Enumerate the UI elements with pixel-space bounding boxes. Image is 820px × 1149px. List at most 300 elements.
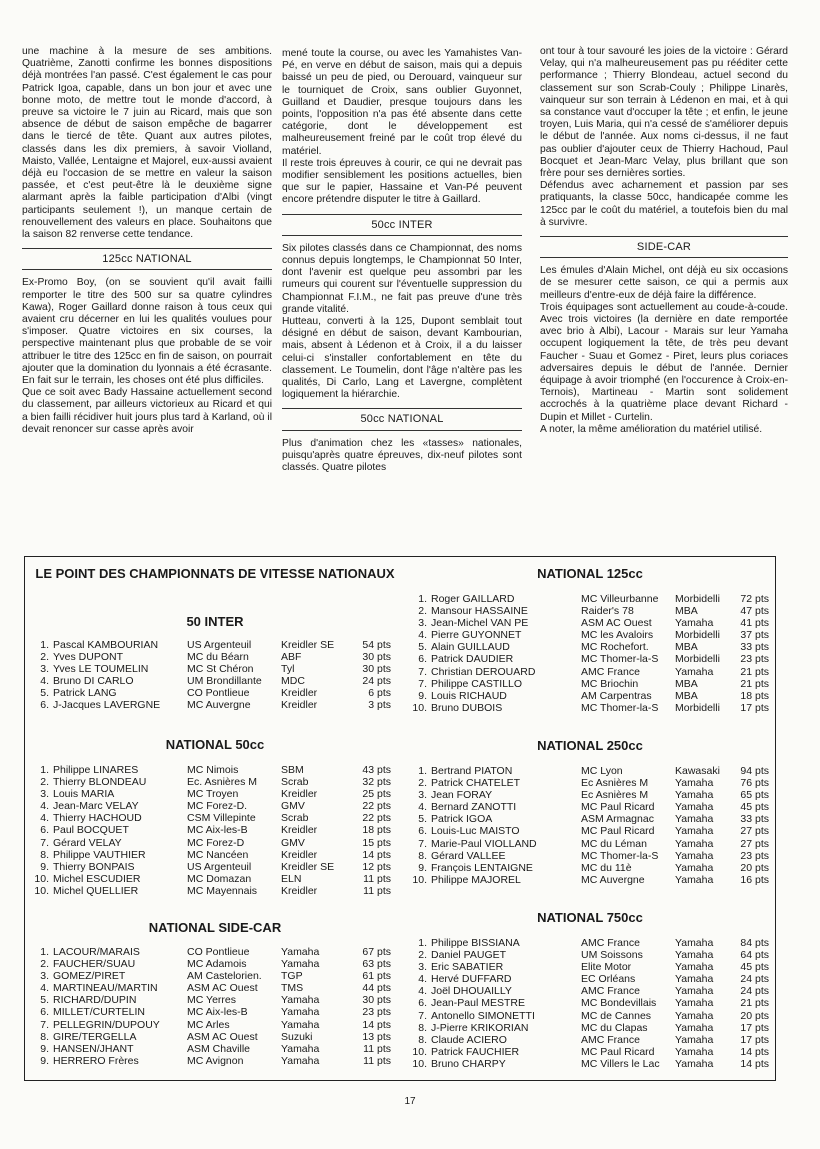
table-row xyxy=(409,961,769,973)
machine-cell: Yamaha xyxy=(281,1042,320,1055)
rank-cell: 7. xyxy=(418,837,427,850)
rank-cell: 9. xyxy=(418,861,427,874)
rider-name-cell: Patrick CHATELET xyxy=(431,777,521,790)
table-row xyxy=(409,850,769,862)
points-cell: 44 pts xyxy=(362,982,391,995)
machine-cell: Morbidelli xyxy=(675,701,720,714)
machine-cell: Yamaha xyxy=(675,777,714,790)
table-row xyxy=(409,702,769,714)
table-row xyxy=(409,838,769,850)
points-cell: 21 pts xyxy=(740,997,769,1010)
points-cell: 37 pts xyxy=(740,629,769,642)
rider-name-cell: HERRERO Frères xyxy=(53,1054,139,1067)
table-row xyxy=(409,765,769,777)
club-cell: EC Orléans xyxy=(581,973,636,986)
club-cell: MC du 11è xyxy=(581,861,632,874)
table-row xyxy=(409,937,769,949)
points-cell: 45 pts xyxy=(740,801,769,814)
machine-cell: Kreidler xyxy=(281,687,318,700)
table-row xyxy=(31,861,391,873)
points-cell: 17 pts xyxy=(740,1033,769,1046)
rank-cell: 4. xyxy=(40,982,49,995)
table-row xyxy=(31,946,391,958)
machine-cell: Yamaha xyxy=(675,849,714,862)
club-cell: CSM Villepinte xyxy=(187,812,256,825)
rider-name-cell: RICHARD/DUPIN xyxy=(53,994,137,1007)
table-row xyxy=(409,629,769,641)
points-cell: 6 pts xyxy=(368,687,391,700)
machine-cell: Scrab xyxy=(281,776,309,789)
rank-cell: 3. xyxy=(40,788,49,801)
machine-cell: Morbidelli xyxy=(675,629,720,642)
column3-paragraph-1: ont tour à tour savouré les joies de la victoire : Gérard Velay, qui n'a malheureusement pas pu rééditer cette performance ; Thierry Blondeau, actuel second du classement sur son Scrab-Couly ; Philippe Linarès, vainqueur sur son terrain à Lédenon en mai, et à qui sa constance vaut d'occuper la tête ; et enfin, le jeune troyen, Luis Maria, qui n'a cessé de s'améliorer depuis le début de l'année. Aux noms ci-dessus, il ne faut pas oublier d'ajouter ceux de Thierry Hachoud, Paul Bocquet et Jean-Marc Velay, plus brillant que son frère pour ses dernières sorties. xyxy=(540,46,788,180)
points-cell: 23 pts xyxy=(740,849,769,862)
table-row xyxy=(31,1043,391,1055)
points-cell: 43 pts xyxy=(362,764,391,776)
rank-cell: 5. xyxy=(40,994,49,1007)
points-cell: 14 pts xyxy=(740,1045,769,1058)
machine-cell: Yamaha xyxy=(675,937,714,949)
column3-paragraph-5: A noter, la même amélioration du matériel utilisé. xyxy=(540,423,763,435)
rider-name-cell: Philippe LINARES xyxy=(53,764,139,776)
article-column-1 xyxy=(22,46,272,436)
points-cell: 11 pts xyxy=(363,884,391,897)
rank-cell: 3. xyxy=(418,961,427,974)
table-row xyxy=(409,653,769,665)
table-national-side-car xyxy=(31,946,391,1067)
points-cell: 47 pts xyxy=(740,605,769,618)
rank-cell: 2. xyxy=(40,651,49,664)
table-row xyxy=(409,1010,769,1022)
rider-name-cell: Yves DUPONT xyxy=(53,651,124,664)
machine-cell: MBA xyxy=(675,689,698,702)
rider-name-cell: Paul BOCQUET xyxy=(53,824,129,837)
club-cell: Raider's 78 xyxy=(581,605,634,618)
rider-name-cell: Pierre GUYONNET xyxy=(431,629,522,642)
table-row xyxy=(31,764,391,776)
club-cell: MC Bondevillais xyxy=(581,997,657,1010)
rider-name-cell: Alain GUILLAUD xyxy=(431,641,510,654)
points-cell: 25 pts xyxy=(362,788,391,801)
rider-name-cell: Patrick LANG xyxy=(53,687,117,700)
points-cell: 23 pts xyxy=(362,1006,391,1019)
rider-name-cell: Michel ESCUDIER xyxy=(53,872,141,885)
club-cell: AM Castelorien. xyxy=(187,970,262,983)
rank-cell: 7. xyxy=(418,677,427,690)
club-cell: MC Thomer-la-S xyxy=(581,653,659,666)
table-row xyxy=(409,874,769,886)
table-row xyxy=(31,994,391,1006)
machine-cell: Yamaha xyxy=(675,973,714,986)
machine-cell: Morbidelli xyxy=(675,593,720,605)
rank-cell: 3. xyxy=(418,617,427,630)
column2-paragraph-3: Six pilotes classés dans ce Championnat, des noms connus depuis longtemps, le Championnat 50 Inter, dont l'avenir est quelque peu assombri par les rumeurs qui courent sur l'éventuelle suppression du Championnat F.I.M., ne fait pas preuve d'une très grande vitalité. xyxy=(282,242,522,315)
machine-cell: GMV xyxy=(281,836,305,849)
rider-name-cell: FAUCHER/SUAU xyxy=(53,958,136,971)
rank-cell: 10. xyxy=(34,884,49,897)
table-row xyxy=(31,776,391,788)
rank-cell: 4. xyxy=(418,801,427,814)
table-row xyxy=(31,849,391,861)
rank-cell: 1. xyxy=(418,593,427,605)
machine-cell: Yamaha xyxy=(281,1018,320,1031)
machine-cell: TMS xyxy=(281,982,304,995)
machine-cell: MDC xyxy=(281,675,305,688)
machine-cell: Yamaha xyxy=(675,861,714,874)
club-cell: MC Auvergne xyxy=(187,699,251,712)
points-cell: 30 pts xyxy=(362,663,391,676)
points-cell: 33 pts xyxy=(740,641,769,654)
table-row xyxy=(31,1019,391,1031)
machine-cell: TGP xyxy=(281,970,303,983)
title-50-inter: 50 INTER xyxy=(186,614,244,629)
rank-cell: 9. xyxy=(40,1042,49,1055)
heading-side-car: SIDE-CAR xyxy=(540,236,788,258)
rank-cell: 2. xyxy=(418,949,427,962)
rank-cell: 4. xyxy=(40,812,49,825)
machine-cell: Kreidler SE xyxy=(281,639,335,651)
rider-name-cell: Gérard VALLEE xyxy=(431,849,506,862)
table-row xyxy=(409,1046,769,1058)
club-cell: AMC France xyxy=(581,937,640,949)
machine-cell: Yamaha xyxy=(675,873,714,886)
club-cell: MC Forez-D. xyxy=(187,800,248,813)
rider-name-cell: Bruno DI CARLO xyxy=(53,675,134,688)
club-cell: MC Paul Ricard xyxy=(581,1045,655,1058)
club-cell: MC Aix-les-B xyxy=(187,824,248,837)
points-cell: 72 pts xyxy=(740,593,769,605)
machine-cell: SBM xyxy=(281,764,304,776)
machine-cell: Yamaha xyxy=(281,1006,320,1019)
points-cell: 15 pts xyxy=(362,836,391,849)
table-row xyxy=(31,699,391,711)
club-cell: MC Forez-D xyxy=(187,836,245,849)
rank-cell: 4. xyxy=(40,800,49,813)
machine-cell: Kreidler SE xyxy=(281,860,335,873)
machine-cell: Yamaha xyxy=(675,1057,714,1070)
club-cell: ASM AC Ouest xyxy=(187,1030,258,1043)
machine-cell: Yamaha xyxy=(675,665,714,678)
points-cell: 17 pts xyxy=(740,701,769,714)
table-row xyxy=(409,801,769,813)
table-row xyxy=(31,873,391,885)
club-cell: Elite Motor xyxy=(581,961,632,974)
points-cell: 21 pts xyxy=(740,665,769,678)
rank-cell: 8. xyxy=(40,848,49,861)
points-cell: 41 pts xyxy=(740,617,769,630)
club-cell: UM Soissons xyxy=(581,949,643,962)
rank-cell: 2. xyxy=(418,777,427,790)
points-cell: 24 pts xyxy=(740,985,769,998)
points-cell: 65 pts xyxy=(740,789,769,802)
rider-name-cell: Philippe BISSIANA xyxy=(431,937,520,949)
rank-cell: 6. xyxy=(418,997,427,1010)
machine-cell: MBA xyxy=(675,677,698,690)
rank-cell: 6. xyxy=(418,825,427,838)
rider-name-cell: Bruno CHARPY xyxy=(431,1057,506,1070)
rank-cell: 7. xyxy=(40,836,49,849)
table-row xyxy=(409,949,769,961)
rank-cell: 6. xyxy=(40,1006,49,1019)
machine-cell: Yamaha xyxy=(675,789,714,802)
points-cell: 22 pts xyxy=(362,800,391,813)
table-row xyxy=(409,678,769,690)
table-row xyxy=(409,997,769,1009)
rider-name-cell: Eric SABATIER xyxy=(431,961,504,974)
points-cell: 18 pts xyxy=(362,824,391,837)
machine-cell: Tyl xyxy=(281,663,295,676)
column3-paragraph-3: Les émules d'Alain Michel, ont déjà eu six occasions de se mesurer cette saison, ce qui a permis aux meilleurs d'entre-eux de déjà faire la différence. xyxy=(540,265,788,301)
club-cell: MC Nimois xyxy=(187,764,239,776)
points-cell: 61 pts xyxy=(362,970,391,983)
rider-name-cell: HANSEN/JHANT xyxy=(53,1042,134,1055)
title-national-50cc: NATIONAL 50cc xyxy=(165,737,265,752)
club-cell: MC de Cannes xyxy=(581,1009,652,1022)
points-cell: 22 pts xyxy=(362,812,391,825)
machine-cell: Yamaha xyxy=(281,994,320,1007)
rider-name-cell: Patrick IGOA xyxy=(431,813,493,826)
club-cell: US Argenteuil xyxy=(187,860,252,873)
table-row xyxy=(31,970,391,982)
column2-paragraph-4: Hutteau, converti à la 125, Dupont semblait tout désigné en début de saison, devant Kambourian, mais, absent à Lédenon et à Croix, il a du laisser celui-ci s'installer confortablement en tête du classement. Le Toumelin, dont l'âge n'altère pas les qualités, Di Carlo, Lang et Lavergne, complètent logiquement la hiérarchie. xyxy=(282,316,522,401)
club-cell: MC Mayennais xyxy=(187,884,258,897)
rank-cell: 9. xyxy=(40,860,49,873)
column1-intro: une machine à la mesure de ses ambitions. Quatrième, Zanotti confirme les bonnes dispositions déjà montrées l'an passé. C'est également le cas pour Patrick Igoa, capable, dans un bon jour et avec une bonne moto, de mettre tout le monde d'accord, à preuve sa victoire le 7 juin au Ricard, mais que son absence de début de saison empêche de bagarrer dans le tiercé de tête. Quant aux autres pilotes, classés dans les dix premiers, à savoir Violland, Maisto, Vallée, Lentaigne et Majorel, eux-aussi avaient déjà eu l'occasion de se mettre en valeur la saison passée, et c'est peut-être là le deuxième signe alarmant après la faible participation d'Albi (vingt participants seulement !), un manque certain de renouvellement des valeurs en place. Souhaitons que la saison 82 renverse cette tendance. xyxy=(22,46,272,241)
machine-cell: Yamaha xyxy=(281,946,320,958)
points-cell: 18 pts xyxy=(740,689,769,702)
points-cell: 32 pts xyxy=(362,776,391,789)
machine-cell: Scrab xyxy=(281,812,309,825)
points-cell: 54 pts xyxy=(362,639,391,651)
rider-name-cell: Jean-Paul MESTRE xyxy=(431,997,525,1010)
table-row xyxy=(409,617,769,629)
rank-cell: 10. xyxy=(34,872,49,885)
points-cell: 3 pts xyxy=(368,699,391,712)
rank-cell: 1. xyxy=(40,639,49,651)
machine-cell: Yamaha xyxy=(675,617,714,630)
table-row xyxy=(409,1034,769,1046)
club-cell: ASM AC Ouest xyxy=(187,982,258,995)
machine-cell: Kawasaki xyxy=(675,765,720,777)
club-cell: ASM Armagnac xyxy=(581,813,654,826)
rank-cell: 4. xyxy=(418,629,427,642)
title-national-750cc: NATIONAL 750cc xyxy=(537,910,643,925)
machine-cell: Kreidler xyxy=(281,848,318,861)
heading-50cc-national: 50cc NATIONAL xyxy=(282,408,522,430)
club-cell: MC du Léman xyxy=(581,837,647,850)
points-cell: 27 pts xyxy=(740,825,769,838)
table-row xyxy=(31,663,391,675)
rank-cell: 9. xyxy=(40,1054,49,1067)
table-row xyxy=(409,862,769,874)
machine-cell: Morbidelli xyxy=(675,653,720,666)
heading-50cc-inter: 50cc INTER xyxy=(282,214,522,236)
points-cell: 76 pts xyxy=(740,777,769,790)
table-row xyxy=(31,800,391,812)
club-cell: CO Pontlieue xyxy=(187,687,250,700)
points-cell: 84 pts xyxy=(740,937,769,949)
table-national-750cc xyxy=(409,937,769,1070)
title-national-250cc: NATIONAL 250cc xyxy=(537,738,643,753)
page-number: 17 xyxy=(404,1096,416,1107)
table-row xyxy=(31,812,391,824)
heading-125cc-national: 125cc NATIONAL xyxy=(22,248,272,270)
club-cell: AMC France xyxy=(581,985,640,998)
club-cell: Ec Asnières M xyxy=(581,777,649,790)
rank-cell: 1. xyxy=(40,946,49,958)
rider-name-cell: Thierry HACHOUD xyxy=(53,812,142,825)
rider-name-cell: Jean-Marc VELAY xyxy=(53,800,139,813)
rank-cell: 6. xyxy=(40,699,49,712)
points-cell: 14 pts xyxy=(740,1057,769,1070)
club-cell: UM Brondillante xyxy=(187,675,262,688)
rank-cell: 5. xyxy=(40,687,49,700)
table-row xyxy=(31,982,391,994)
club-cell: MC Domazan xyxy=(187,872,252,885)
club-cell: CO Pontlieue xyxy=(187,946,250,958)
club-cell: MC Rochefort. xyxy=(581,641,649,654)
rank-cell: 4. xyxy=(418,985,427,998)
rank-cell: 10. xyxy=(412,701,427,714)
rider-name-cell: Thierry BONPAIS xyxy=(53,860,135,873)
results-box xyxy=(24,556,776,1081)
rider-name-cell: Yves LE TOUMELIN xyxy=(53,663,149,676)
points-cell: 45 pts xyxy=(740,961,769,974)
points-cell: 16 pts xyxy=(740,873,769,886)
rider-name-cell: Gérard VELAY xyxy=(53,836,122,849)
column3-paragraph-4: Trois équipages sont actuellement au coude-à-coude. Avec trois victoires (la dernière en date remportée avec brio à Albi), Lacour - Marais sur leur Yamaha occupent logiquement la tête, de très peu devant Faucher - Suau et Gomez - Piret, leurs plus coriaces adversaires depuis le début de l'année. Dernier équipage à avoir triomphé (en l'occurence à Croix-en-Ternois), Martineau - Martin sont solidement accrochés à la quatrième place devant Richard - Dupin et Millet - Curtelin. xyxy=(540,301,788,423)
table-row xyxy=(31,687,391,699)
table-row xyxy=(31,788,391,800)
points-cell: 30 pts xyxy=(362,994,391,1007)
table-row xyxy=(31,639,391,651)
rider-name-cell: Louis-Luc MAISTO xyxy=(431,825,520,838)
table-row xyxy=(31,837,391,849)
club-cell: MC Paul Ricard xyxy=(581,825,655,838)
rider-name-cell: Bernard ZANOTTI xyxy=(431,801,517,814)
table-row xyxy=(409,593,769,605)
rank-cell: 3. xyxy=(40,663,49,676)
points-cell: 20 pts xyxy=(740,861,769,874)
rider-name-cell: Roger GAILLARD xyxy=(431,593,515,605)
column1-paragraph-2: Que ce soit avec Bady Hassaine actuellement second du classement, par ailleurs victorieux au Ricard et qui a bien failli récidiver huit jours plus tard à Karland, où il devait renoncer sur casse après avoir xyxy=(22,387,272,435)
rank-cell: 1. xyxy=(418,937,427,949)
machine-cell: Suzuki xyxy=(281,1030,313,1043)
rank-cell: 3. xyxy=(40,970,49,983)
machine-cell: Yamaha xyxy=(675,1045,714,1058)
rank-cell: 2. xyxy=(40,958,49,971)
machine-cell: Kreidler xyxy=(281,824,318,837)
points-cell: 13 pts xyxy=(362,1030,391,1043)
points-cell: 14 pts xyxy=(362,1018,391,1031)
rank-cell: 3. xyxy=(418,789,427,802)
table-row xyxy=(31,885,391,897)
rider-name-cell: Thierry BLONDEAU xyxy=(53,776,147,789)
rank-cell: 1. xyxy=(418,765,427,777)
rank-cell: 5. xyxy=(418,813,427,826)
club-cell: MC Briochin xyxy=(581,677,639,690)
points-cell: 30 pts xyxy=(362,651,391,664)
club-cell: MC Aix-les-B xyxy=(187,1006,248,1019)
rider-name-cell: Joël DHOUAILLY xyxy=(431,985,512,998)
rider-name-cell: GIRE/TERGELLA xyxy=(53,1030,137,1043)
club-cell: AMC France xyxy=(581,665,640,678)
rider-name-cell: Jean FORAY xyxy=(431,789,493,802)
club-cell: MC Lyon xyxy=(581,765,623,777)
column1-paragraph-1: Ex-Promo Boy, (on se souvient qu'il avait failli remporter le titre des 500 sur sa quatre cylindres Kawa), Roger Gaillard donne raison à tous ceux qui avaient cru décerner en lui les qualités voulues pour s'imposer. Quatre victoires en six courses, la perspective maintenant plus que probable de se voir attribuer le titre des 125cc en fin de saison, on pourrait ajouter que la domination du lyonnais a été écrasante. En fait sur le terrain, les choses ont été plus difficiles. xyxy=(22,277,272,387)
rider-name-cell: J-Pierre KRIKORIAN xyxy=(431,1021,529,1034)
rank-cell: 2. xyxy=(418,605,427,618)
table-row xyxy=(409,690,769,702)
machine-cell: Yamaha xyxy=(675,813,714,826)
results-main-title: LE POINT DES CHAMPIONNATS DE VITESSE NATIONAUX xyxy=(35,566,395,581)
machine-cell: Yamaha xyxy=(675,801,714,814)
machine-cell: Yamaha xyxy=(675,985,714,998)
club-cell: MC Nancéen xyxy=(187,848,249,861)
rank-cell: 8. xyxy=(418,1021,427,1034)
machine-cell: Yamaha xyxy=(675,961,714,974)
points-cell: 17 pts xyxy=(740,1021,769,1034)
title-national-side-car: NATIONAL SIDE-CAR xyxy=(148,920,282,935)
club-cell: MC Yerres xyxy=(187,994,237,1007)
rider-name-cell: Patrick FAUCHIER xyxy=(431,1045,520,1058)
club-cell: AM Carpentras xyxy=(581,689,652,702)
table-national-50cc xyxy=(31,764,391,897)
rider-name-cell: LACOUR/MARAIS xyxy=(53,946,140,958)
table-row xyxy=(409,1058,769,1070)
points-cell: 11 pts xyxy=(363,872,391,885)
rider-name-cell: Mansour HASSAINE xyxy=(431,605,528,618)
club-cell: ASM AC Ouest xyxy=(581,617,652,630)
rank-cell: 1. xyxy=(40,764,49,776)
table-row xyxy=(31,1031,391,1043)
club-cell: MC Villeurbanne xyxy=(581,593,659,605)
club-cell: Ec Asnières M xyxy=(581,789,649,802)
table-row xyxy=(409,973,769,985)
table-row xyxy=(409,666,769,678)
rider-name-cell: MARTINEAU/MARTIN xyxy=(53,982,158,995)
rank-cell: 6. xyxy=(418,653,427,666)
rider-name-cell: Michel QUELLIER xyxy=(53,884,139,897)
table-50-inter xyxy=(31,639,391,712)
machine-cell: Yamaha xyxy=(675,1033,714,1046)
points-cell: 64 pts xyxy=(740,949,769,962)
club-cell: MC Auvergne xyxy=(581,873,645,886)
club-cell: MC Thomer-la-S xyxy=(581,701,659,714)
table-row xyxy=(409,813,769,825)
club-cell: MC du Béarn xyxy=(187,651,249,664)
table-row xyxy=(409,777,769,789)
rider-name-cell: Jean-Michel VAN PE xyxy=(431,617,529,630)
rank-cell: 8. xyxy=(418,1033,427,1046)
rank-cell: 10. xyxy=(412,873,427,886)
rank-cell: 10. xyxy=(412,1057,427,1070)
title-national-125cc: NATIONAL 125cc xyxy=(537,566,643,581)
rider-name-cell: Louis RICHAUD xyxy=(431,689,507,702)
machine-cell: MBA xyxy=(675,641,698,654)
points-cell: 63 pts xyxy=(362,958,391,971)
rider-name-cell: Marie-Paul VIOLLAND xyxy=(431,837,537,850)
club-cell: MC Arles xyxy=(187,1018,230,1031)
rider-name-cell: François LENTAIGNE xyxy=(431,861,533,874)
points-cell: 12 pts xyxy=(362,860,391,873)
machine-cell: Yamaha xyxy=(675,825,714,838)
rider-name-cell: Hervé DUFFARD xyxy=(431,973,512,986)
table-row xyxy=(409,825,769,837)
table-row xyxy=(409,789,769,801)
table-row xyxy=(409,1022,769,1034)
rider-name-cell: MILLET/CURTELIN xyxy=(53,1006,145,1019)
